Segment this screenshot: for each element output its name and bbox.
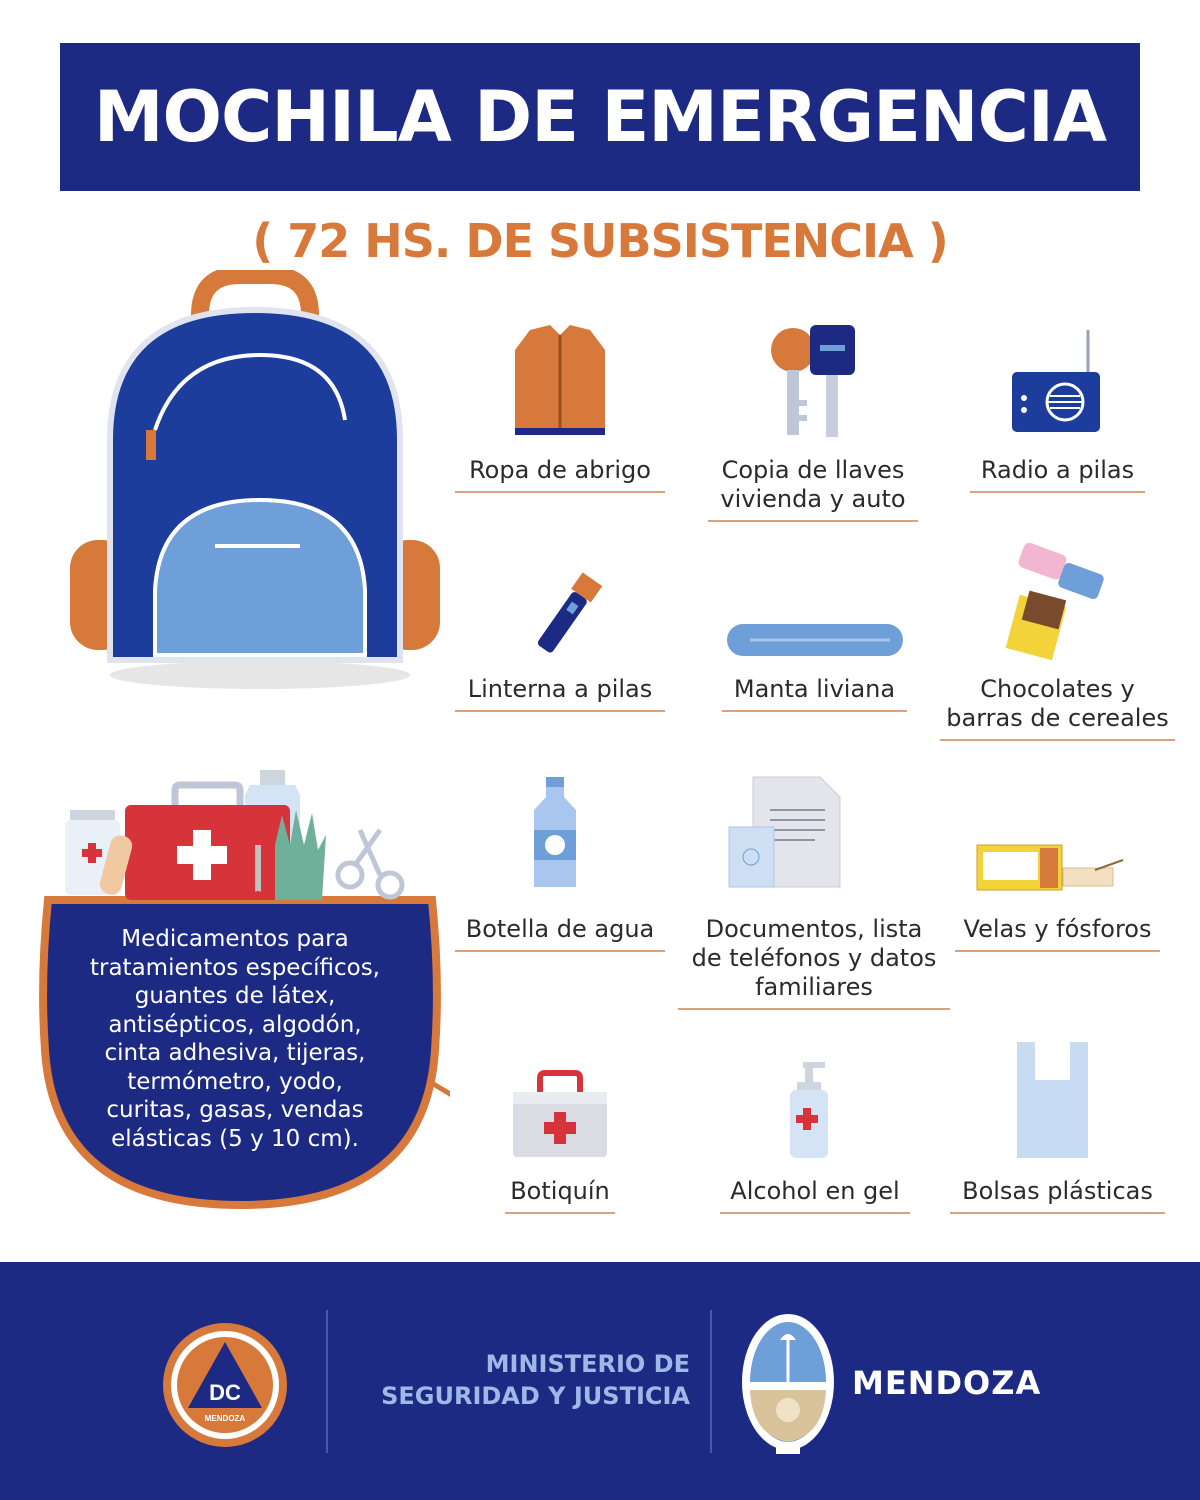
divider: [950, 1212, 1165, 1214]
item-label: Copia de llaves vivienda y auto: [720, 456, 906, 513]
item-label: Botiquín: [510, 1177, 610, 1205]
dc-logo-text: MENDOZA: [204, 1414, 246, 1423]
item-label: Manta liviana: [733, 675, 896, 703]
sanitizer-icon: [785, 1060, 835, 1160]
mendoza-coat-of-arms-icon: [738, 1310, 838, 1456]
item-chocolates: [940, 675, 1175, 741]
item-linterna-a-pilas: [455, 675, 665, 712]
province-name: MENDOZA: [852, 1364, 1042, 1402]
divider: [720, 1212, 910, 1214]
divider: [708, 520, 918, 522]
item-label: Bolsas plásticas: [962, 1177, 1153, 1205]
item-botiquin: [505, 1177, 615, 1214]
chocolate-icon: [1000, 540, 1115, 665]
divider: [678, 1008, 950, 1010]
item-label: Botella de agua: [465, 915, 655, 943]
item-manta-liviana: [722, 675, 907, 712]
item-botella-de-agua: [455, 915, 665, 952]
documents-icon: [725, 775, 845, 890]
item-radio-a-pilas: [970, 456, 1145, 493]
first-aid-detail-text: Medicamentos para tratamientos específicos, guantes de látex, antisépticos, algodón, cinta adhesiva, tijeras, termómetro, yodo, curitas, gasas, vendas elásticas (5 y 10 cm).: [89, 926, 380, 1152]
item-velas-y-fosforos: [955, 915, 1160, 952]
flashlight-icon: [525, 565, 605, 665]
item-alcohol-en-gel: [720, 1177, 910, 1214]
medical-supplies-icon: [60, 765, 415, 900]
footer-divider: [326, 1310, 328, 1453]
divider: [455, 710, 665, 712]
water-bottle-icon: [528, 775, 583, 890]
divider: [970, 491, 1145, 493]
page-title: MOCHILA DE EMERGENCIA: [93, 76, 1107, 158]
item-label: Documentos, lista de teléfonos y datos familiares: [691, 915, 937, 1001]
radio-icon: [1010, 330, 1105, 435]
item-bolsas-plasticas: [950, 1177, 1165, 1214]
plastic-bag-icon: [1015, 1040, 1090, 1160]
item-documentos: [678, 915, 950, 1010]
item-label: Ropa de abrigo: [469, 456, 651, 484]
dc-logo-initials: DC: [209, 1380, 241, 1405]
footer-divider: [710, 1310, 712, 1453]
divider: [455, 950, 665, 952]
divider: [455, 491, 665, 493]
backpack-icon: [60, 270, 440, 700]
page-subtitle: ( 72 HS. DE SUBSISTENCIA ): [252, 214, 948, 268]
item-label: Alcohol en gel: [730, 1177, 900, 1205]
blanket-icon: [725, 620, 905, 660]
matches-icon: [975, 840, 1125, 895]
jacket-icon: [510, 320, 610, 440]
divider: [722, 710, 907, 712]
divider: [940, 739, 1175, 741]
item-label: Chocolates y barras de cereales: [946, 675, 1169, 732]
keys-icon: [765, 320, 865, 440]
item-copia-de-llaves: [708, 456, 918, 522]
divider: [505, 1212, 615, 1214]
item-label: Linterna a pilas: [467, 675, 653, 703]
item-label: Velas y fósforos: [963, 915, 1152, 943]
divider: [955, 950, 1160, 952]
item-label: Radio a pilas: [980, 456, 1135, 484]
civil-defense-logo: [160, 1320, 290, 1450]
item-ropa-de-abrigo: [455, 456, 665, 493]
first-aid-kit-icon: [510, 1070, 610, 1160]
title-banner: [60, 43, 1140, 191]
ministry-name: MINISTERIO DE SEGURIDAD Y JUSTICIA: [381, 1350, 690, 1410]
